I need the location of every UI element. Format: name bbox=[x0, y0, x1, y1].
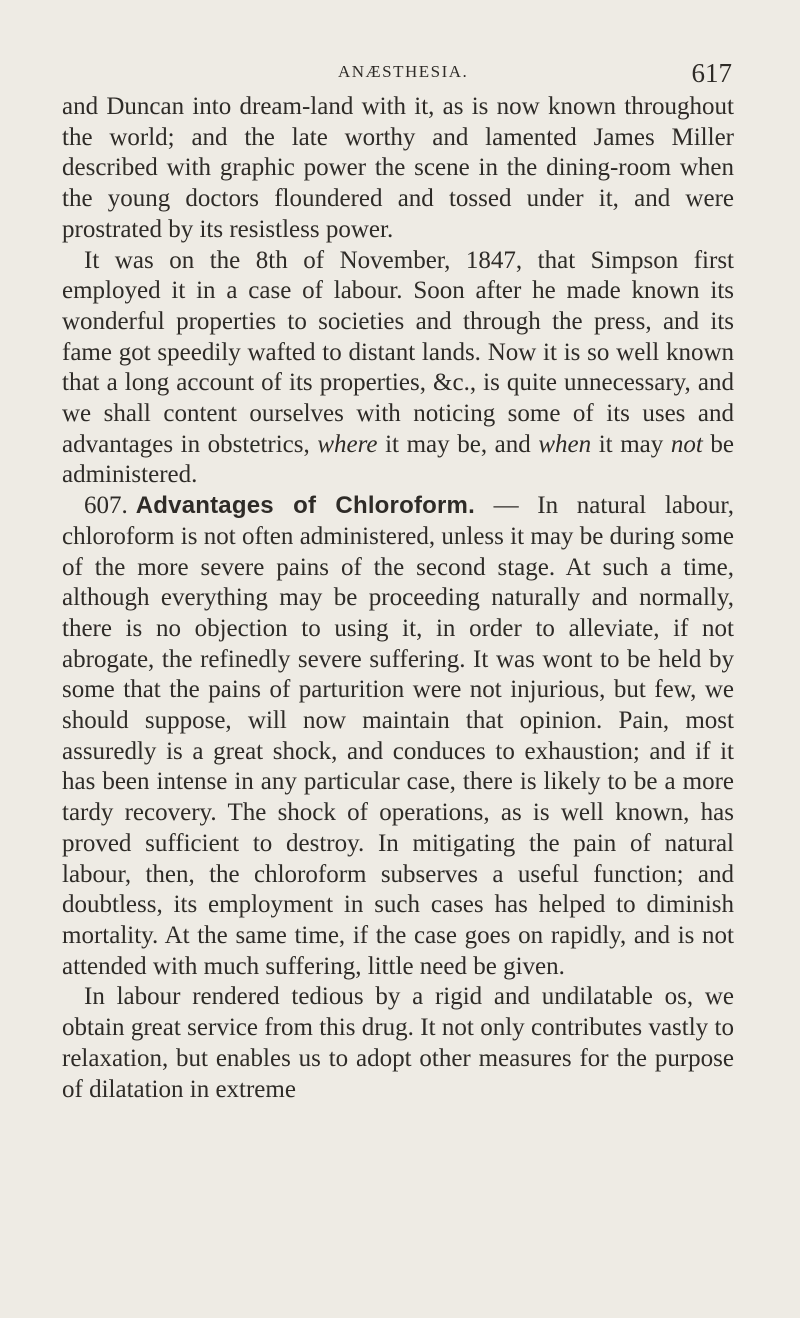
italic-where: where bbox=[317, 430, 378, 458]
section-heading: Advantages of Chloroform. bbox=[135, 492, 475, 520]
paragraph-text: — In natural labour, chloroform is not often administered, unless it may be during some of the more severe pains of the second stage. At such a time, although everything may be proceeding naturally and normally, there is no objection to using it, in order to alleviate, if not abrogate, the refinedly severe suffering. It was wont to be held by some that the pains of parturition were not injurious, but few, we should suppose, will now maintain that opinion. Pain, most assuredly is a great shock, and conduces to exhaustion; and if it has been intense in any particular case, there is likely to be a more tardy recovery. The shock of operations, as is well known, has proved sufficient to destroy. In mitigating the pain of natural labour, then, the chloroform subserves a useful function; and doubtless, its employment in such cases has helped to diminish mortality. At the same time, if the case goes on rapidly, and is not attended with much suffering, little need be given. bbox=[62, 492, 734, 980]
body-text bbox=[62, 92, 734, 1105]
paragraph-continuation bbox=[62, 92, 734, 246]
paragraph-simpson bbox=[62, 246, 734, 492]
running-title: ANÆSTHESIA. bbox=[338, 62, 469, 81]
paragraph-rigid-os bbox=[62, 982, 734, 1105]
section-number: 607. bbox=[84, 492, 128, 520]
paragraph-section-607 bbox=[62, 491, 734, 982]
paragraph-text: it may bbox=[598, 430, 664, 458]
paragraph-text: It was on the 8th of November, 1847, that Simpson first employed it in a case of labour. Soon after he made known its wonderful properties to societies and through the press, and its fame got speedily wafted to distant lands. Now it is so well known that a long account of its properties, &c., is quite unnecessary, and we shall content ourselves with noticing some of its uses and advantages in obstetrics, bbox=[62, 246, 734, 458]
paragraph-text: and Duncan into dream-land with it, as is now known throughout the world; and the late worthy and lamented James Miller described with graphic power the scene in the dining-room when the young doctors floundered and tossed under it, and were prostrated by its resistless power. bbox=[62, 93, 734, 243]
paragraph-text: be administered. bbox=[62, 430, 735, 489]
italic-not: not bbox=[670, 430, 703, 458]
paragraph-text: it may be, and bbox=[385, 430, 531, 458]
page-number: 617 bbox=[691, 58, 732, 88]
paragraph-text: In labour rendered tedious by a rigid and undilatable os, we obtain great service from this drug. It not only contributes vastly to relaxation, but enables us to adopt other measures for the purpose of dilatation in extreme bbox=[62, 983, 734, 1103]
italic-when: when bbox=[538, 430, 592, 458]
